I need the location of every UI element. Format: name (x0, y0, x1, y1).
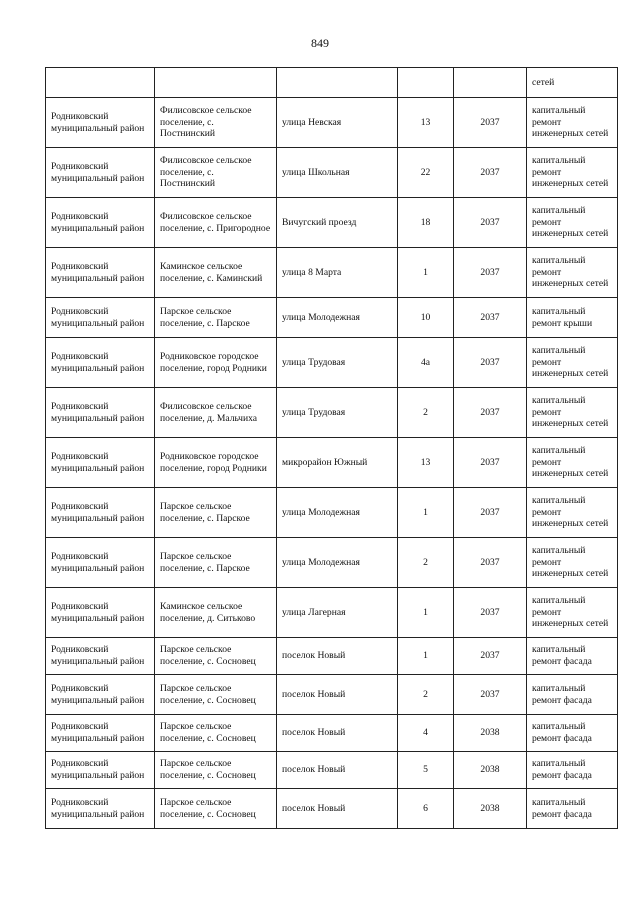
street-cell: поселок Новый (277, 638, 398, 675)
street-cell: улица 8 Марта (277, 248, 398, 298)
table-row (46, 298, 618, 338)
settlement-cell: Каминское сельское поселение, с. Каминский (155, 248, 277, 298)
year-cell: 2037 (454, 98, 527, 148)
settlement-cell: Филисовское сельское поселение, д. Мальчиха (155, 388, 277, 438)
work-type-cell: капитальный ремонт крыши (527, 298, 618, 338)
district-cell: Родниковский муниципальный район (46, 488, 155, 538)
street-cell: улица Молодежная (277, 488, 398, 538)
table-row (46, 638, 618, 675)
work-type-cell: капитальный ремонт инженерных сетей (527, 538, 618, 588)
settlement-cell: Филисовское сельское поселение, с. Пригородное (155, 198, 277, 248)
year-cell: 2037 (454, 488, 527, 538)
table-row (46, 438, 618, 488)
district-cell: Родниковский муниципальный район (46, 715, 155, 752)
table-body (46, 68, 618, 829)
district-cell: Родниковский муниципальный район (46, 675, 155, 715)
year-cell: 2038 (454, 789, 527, 829)
settlement-cell: Каминское сельское поселение, д. Ситьково (155, 588, 277, 638)
settlement-cell: Парское сельское поселение, с. Парское (155, 298, 277, 338)
table-row (46, 538, 618, 588)
work-type-cell: капитальный ремонт фасада (527, 715, 618, 752)
year-cell: 2037 (454, 675, 527, 715)
district-cell: Родниковский муниципальный район (46, 588, 155, 638)
table-row (46, 789, 618, 829)
year-cell: 2037 (454, 538, 527, 588)
district-cell: Родниковский муниципальный район (46, 752, 155, 789)
page-number: 849 (311, 36, 329, 50)
house-number-cell: 1 (398, 248, 454, 298)
year-cell: 2037 (454, 248, 527, 298)
house-number-cell: 18 (398, 198, 454, 248)
settlement-cell: Филисовское сельское поселение, с. Постнинский (155, 98, 277, 148)
district-cell: Родниковский муниципальный район (46, 148, 155, 198)
district-cell: Родниковский муниципальный район (46, 388, 155, 438)
work-type-cell: сетей (527, 68, 618, 98)
street-cell (277, 68, 398, 98)
street-cell: Вичугский проезд (277, 198, 398, 248)
work-type-cell: капитальный ремонт инженерных сетей (527, 388, 618, 438)
table-row (46, 675, 618, 715)
house-number-cell: 2 (398, 388, 454, 438)
house-number-cell: 5 (398, 752, 454, 789)
street-cell: поселок Новый (277, 752, 398, 789)
settlement-cell: Парское сельское поселение, с. Сосновец (155, 752, 277, 789)
year-cell (454, 68, 527, 98)
settlement-cell: Парское сельское поселение, с. Сосновец (155, 715, 277, 752)
district-cell: Родниковский муниципальный район (46, 638, 155, 675)
street-cell: улица Трудовая (277, 388, 398, 438)
street-cell: микрорайон Южный (277, 438, 398, 488)
street-cell: улица Невская (277, 98, 398, 148)
street-cell: улица Трудовая (277, 338, 398, 388)
settlement-cell: Парское сельское поселение, с. Парское (155, 488, 277, 538)
settlement-cell: Филисовское сельское поселение, с. Постнинский (155, 148, 277, 198)
table-row (46, 98, 618, 148)
year-cell: 2037 (454, 588, 527, 638)
year-cell: 2037 (454, 298, 527, 338)
work-type-cell: капитальный ремонт инженерных сетей (527, 438, 618, 488)
house-number-cell: 10 (398, 298, 454, 338)
settlement-cell: Парское сельское поселение, с. Парское (155, 538, 277, 588)
work-type-cell: капитальный ремонт инженерных сетей (527, 488, 618, 538)
settlement-cell: Родниковское городское поселение, город Родники (155, 438, 277, 488)
table-row (46, 148, 618, 198)
work-type-cell: капитальный ремонт инженерных сетей (527, 148, 618, 198)
table-row (46, 198, 618, 248)
work-type-cell: капитальный ремонт фасада (527, 638, 618, 675)
year-cell: 2037 (454, 438, 527, 488)
year-cell: 2038 (454, 715, 527, 752)
settlement-cell (155, 68, 277, 98)
year-cell: 2037 (454, 638, 527, 675)
settlement-cell: Парское сельское поселение, с. Сосновец (155, 789, 277, 829)
house-number-cell (398, 68, 454, 98)
table-row (46, 588, 618, 638)
housing-repair-table (45, 67, 618, 829)
table-row (46, 752, 618, 789)
table-row (46, 388, 618, 438)
work-type-cell: капитальный ремонт фасада (527, 752, 618, 789)
work-type-cell: капитальный ремонт фасада (527, 789, 618, 829)
street-cell: поселок Новый (277, 715, 398, 752)
house-number-cell: 1 (398, 588, 454, 638)
district-cell: Родниковский муниципальный район (46, 198, 155, 248)
house-number-cell: 1 (398, 638, 454, 675)
work-type-cell: капитальный ремонт инженерных сетей (527, 588, 618, 638)
year-cell: 2037 (454, 338, 527, 388)
house-number-cell: 22 (398, 148, 454, 198)
street-cell: поселок Новый (277, 789, 398, 829)
table-row (46, 338, 618, 388)
table-row (46, 715, 618, 752)
house-number-cell: 6 (398, 789, 454, 829)
year-cell: 2038 (454, 752, 527, 789)
district-cell: Родниковский муниципальный район (46, 248, 155, 298)
year-cell: 2037 (454, 148, 527, 198)
table-row (46, 488, 618, 538)
work-type-cell: капитальный ремонт инженерных сетей (527, 198, 618, 248)
house-number-cell: 13 (398, 438, 454, 488)
year-cell: 2037 (454, 388, 527, 438)
house-number-cell: 13 (398, 98, 454, 148)
work-type-cell: капитальный ремонт инженерных сетей (527, 338, 618, 388)
settlement-cell: Парское сельское поселение, с. Сосновец (155, 638, 277, 675)
district-cell: Родниковский муниципальный район (46, 538, 155, 588)
house-number-cell: 4 (398, 715, 454, 752)
house-number-cell: 1 (398, 488, 454, 538)
district-cell: Родниковский муниципальный район (46, 789, 155, 829)
street-cell: улица Молодежная (277, 538, 398, 588)
street-cell: улица Лагерная (277, 588, 398, 638)
work-type-cell: капитальный ремонт фасада (527, 675, 618, 715)
settlement-cell: Родниковское городское поселение, город Родники (155, 338, 277, 388)
table-row (46, 68, 618, 98)
district-cell: Родниковский муниципальный район (46, 98, 155, 148)
district-cell (46, 68, 155, 98)
district-cell: Родниковский муниципальный район (46, 338, 155, 388)
settlement-cell: Парское сельское поселение, с. Сосновец (155, 675, 277, 715)
work-type-cell: капитальный ремонт инженерных сетей (527, 248, 618, 298)
house-number-cell: 2 (398, 538, 454, 588)
street-cell: улица Молодежная (277, 298, 398, 338)
work-type-cell: капитальный ремонт инженерных сетей (527, 98, 618, 148)
district-cell: Родниковский муниципальный район (46, 298, 155, 338)
house-number-cell: 2 (398, 675, 454, 715)
district-cell: Родниковский муниципальный район (46, 438, 155, 488)
street-cell: поселок Новый (277, 675, 398, 715)
table-row (46, 248, 618, 298)
year-cell: 2037 (454, 198, 527, 248)
street-cell: улица Школьная (277, 148, 398, 198)
house-number-cell: 4а (398, 338, 454, 388)
